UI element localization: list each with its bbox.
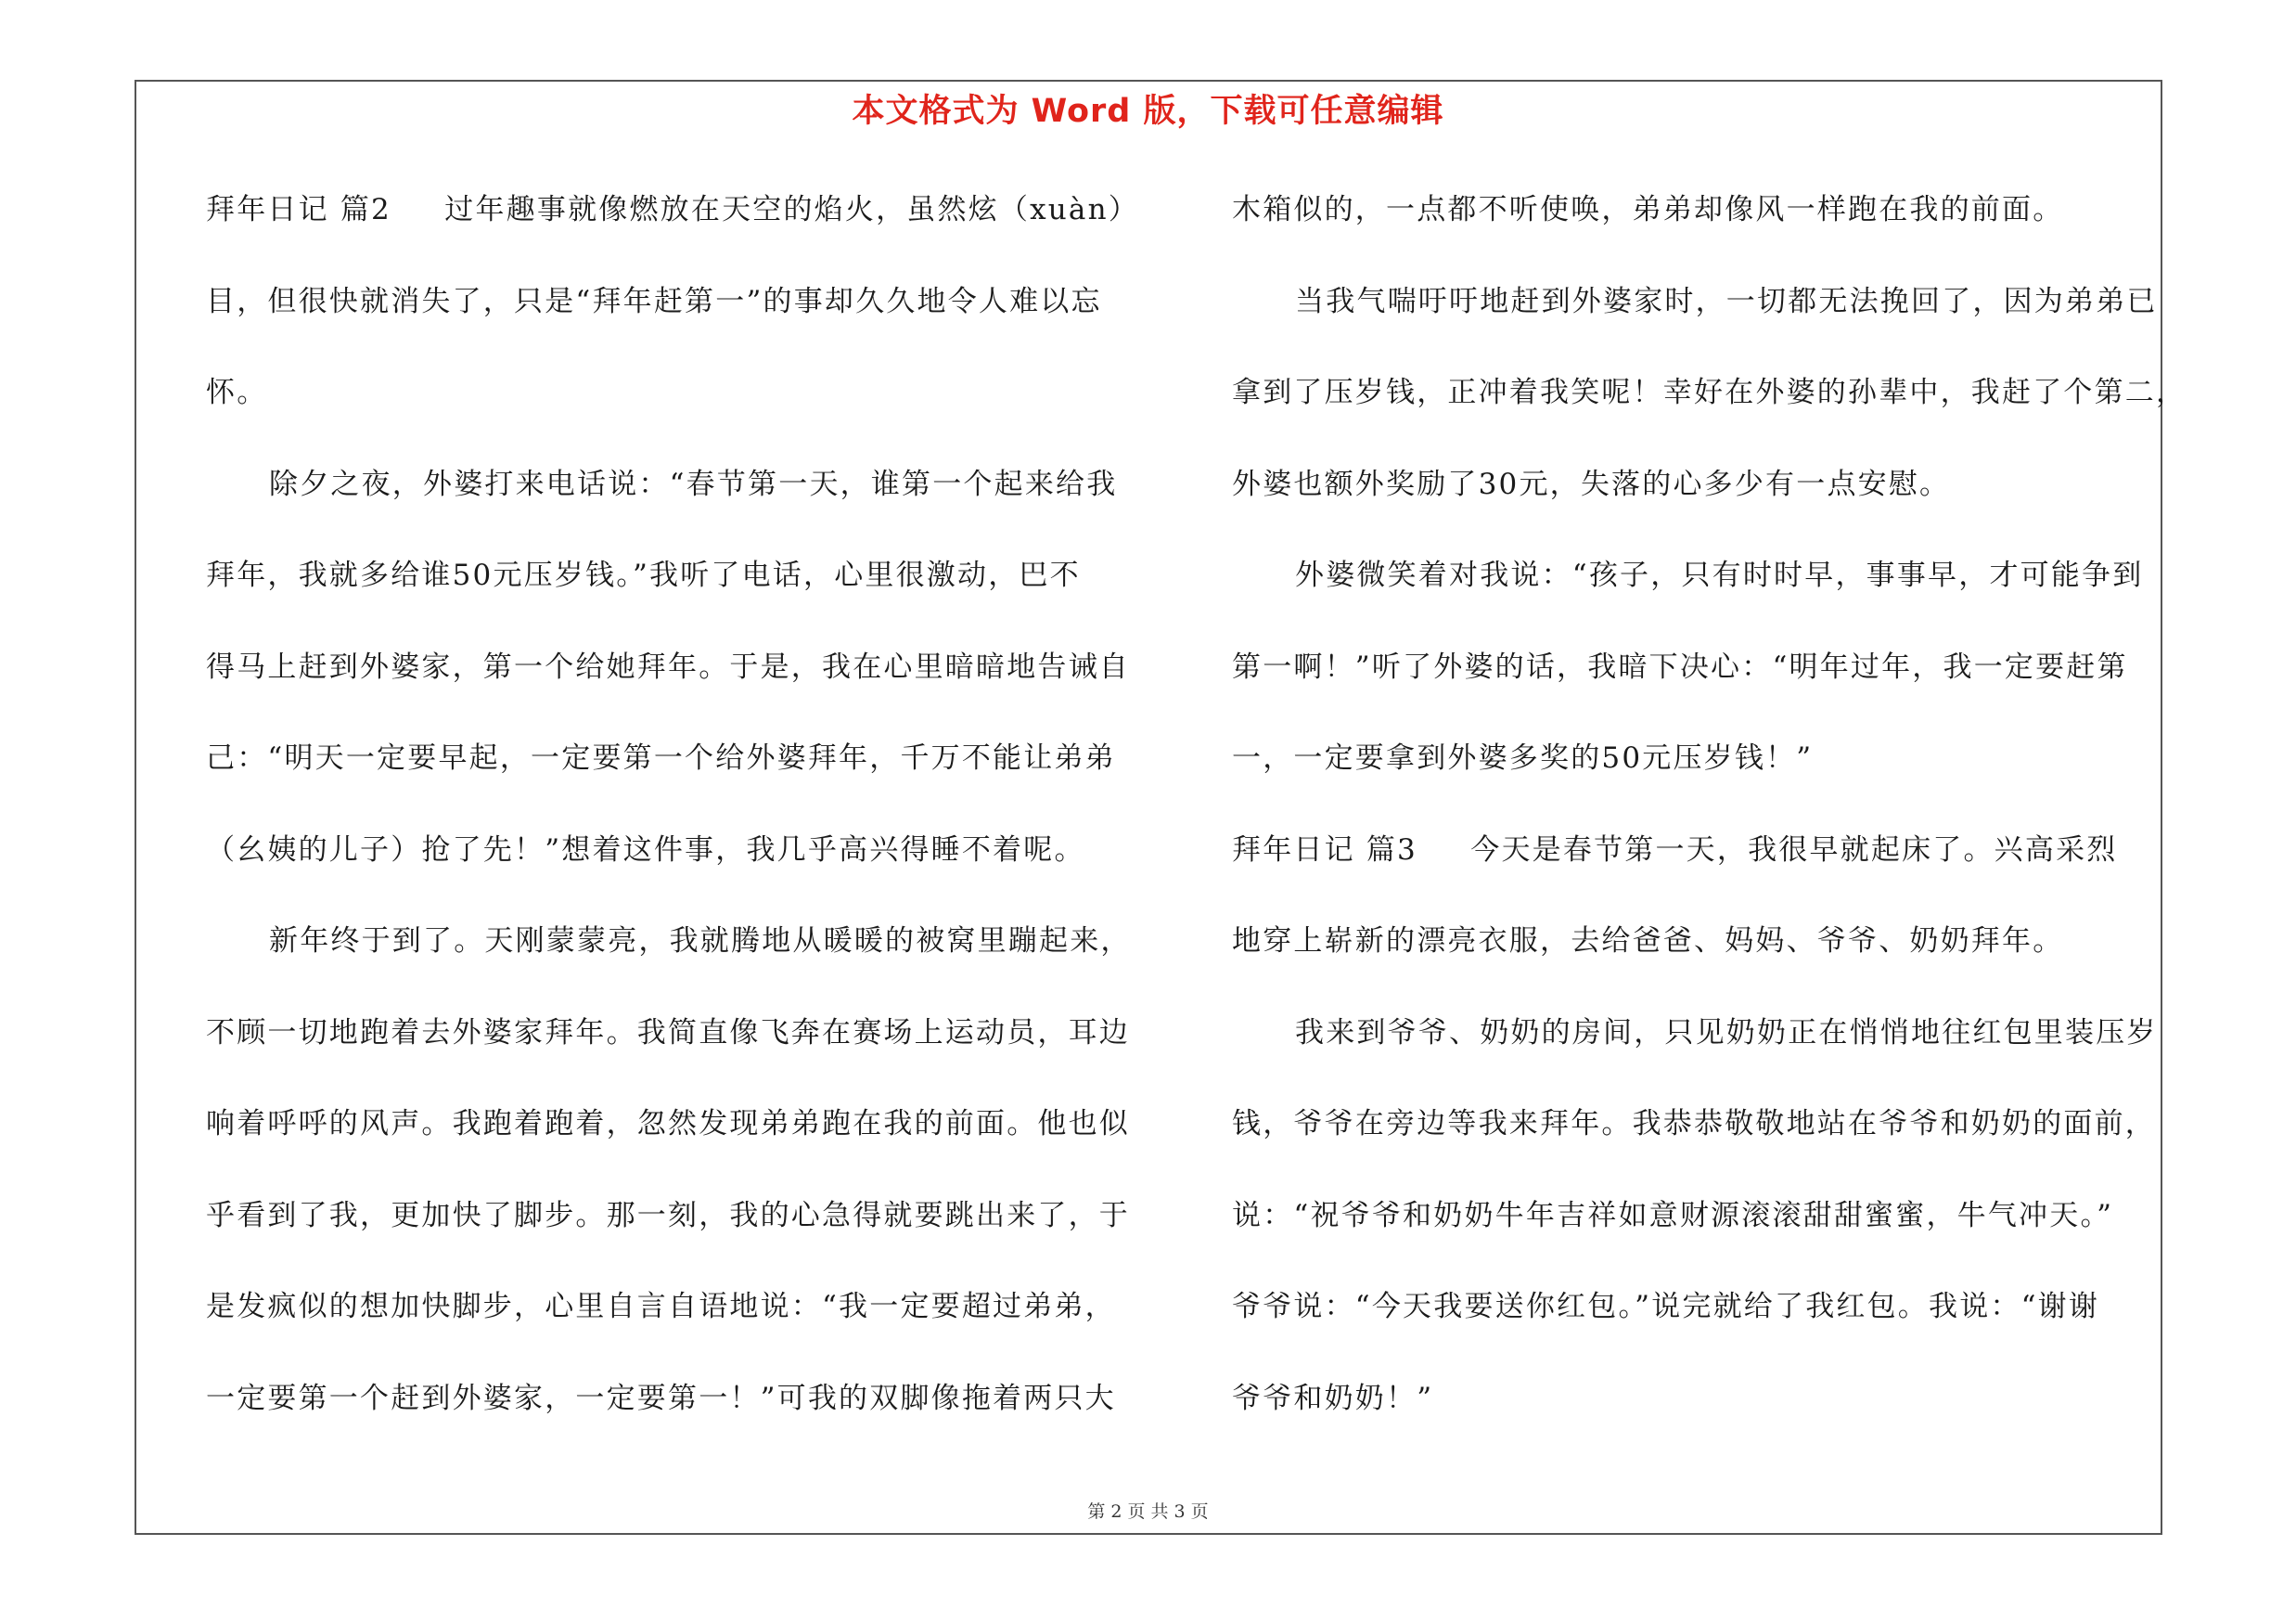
text-line: 第一啊！”听了外婆的话，我暗下决心：“明年过年，我一定要赶第 [1232,650,2128,684]
text-line: 拜年日记 篇3 今天是春节第一天，我很早就起床了。兴高采烈 [1232,832,2118,867]
text-line: 说：“祝爷爷和奶奶牛年吉祥如意财源滚滚甜甜蜜蜜，牛气冲天。” [1232,1198,2114,1232]
text-line: 当我气喘吁吁地赶到外婆家时，一切都无法挽回了，因为弟弟已 [1295,284,2158,318]
text-line: 爷爷说：“今天我要送你红包。”说完就给了我红包。我说：“谢谢 [1232,1290,2100,1323]
page-number: 第 2 页 共 3 页 [1087,1501,1209,1522]
text-line: 钱，爷爷在旁边等我来拜年。我恭恭敬敬地站在爷爷和奶奶的面前， [1232,1107,2156,1140]
text-line: 一定要第一个赶到外婆家，一定要第一！”可我的双脚像拖着两只大 [206,1381,1116,1415]
left-column [206,182,1138,1462]
text-line: 乎看到了我，更加快了脚步。那一刻，我的心急得就要跳出来了，于 [206,1198,1130,1232]
text-line: 是发疯似的想加快脚步，心里自言自语地说：“我一定要超过弟弟， [206,1290,1116,1323]
text-line: 我来到爷爷、奶奶的房间，只见奶奶正在悄悄地往红包里装压岁 [1295,1015,2158,1050]
text-line: 不顾一切地跑着去外婆家拜年。我简直像飞奔在赛场上运动员，耳边 [206,1015,1130,1050]
text-line: 己：“明天一定要早起，一定要第一个给外婆拜年，千万不能让弟弟 [206,741,1116,775]
text-line: 外婆微笑着对我说：“孩子，只有时时早，事事早，才可能争到 [1295,559,2144,592]
text-line: 响着呼呼的风声。我跑着跑着，忽然发现弟弟跑在我的前面。他也似 [206,1107,1130,1140]
text-line: （幺姨的儿子）抢了先！”想着这件事，我几乎高兴得睡不着呢。 [206,832,1085,867]
right-column [1232,182,2187,1462]
text-line: 得马上赶到外婆家，第一个给她拜年。于是，我在心里暗暗地告诫自 [206,650,1130,684]
text-line: 新年终于到了。天刚蒙蒙亮，我就腾地从暖暖的被窝里蹦起来， [269,924,1132,958]
text-line: 木箱似的，一点都不听使唤，弟弟却像风一样跑在我的前面。 [1232,193,2064,226]
text-line: 爷爷和奶奶！” [1232,1381,1434,1415]
text-line: 拿到了压岁钱，正冲着我笑呢！幸好在外婆的孙辈中，我赶了个第二， [1232,376,2187,409]
text-line: 外婆也额外奖励了30元，失落的心多少有一点安慰。 [1232,467,1951,501]
format-banner: 本文格式为 Word 版，下载可任意编辑 [852,93,1444,130]
text-line: 拜年，我就多给谁50元压岁钱。”我听了电话，心里很激动，巴不 [206,559,1081,592]
text-line: 除夕之夜，外婆打来电话说：“春节第一天，谁第一个起来给我 [269,467,1118,501]
text-line: 地穿上崭新的漂亮衣服，去给爸爸、妈妈、爷爷、奶奶拜年。 [1232,924,2064,958]
text-line: 怀。 [206,376,268,409]
text-line: 一，一定要拿到外婆多奖的50元压岁钱！” [1232,741,1814,775]
text-line: 拜年日记 篇2 过年趣事就像燃放在天空的焰火，虽然炫（xuàn） [206,193,1139,226]
text-line: 目，但很快就消失了，只是“拜年赶第一”的事却久久地令人难以忘 [206,284,1102,318]
